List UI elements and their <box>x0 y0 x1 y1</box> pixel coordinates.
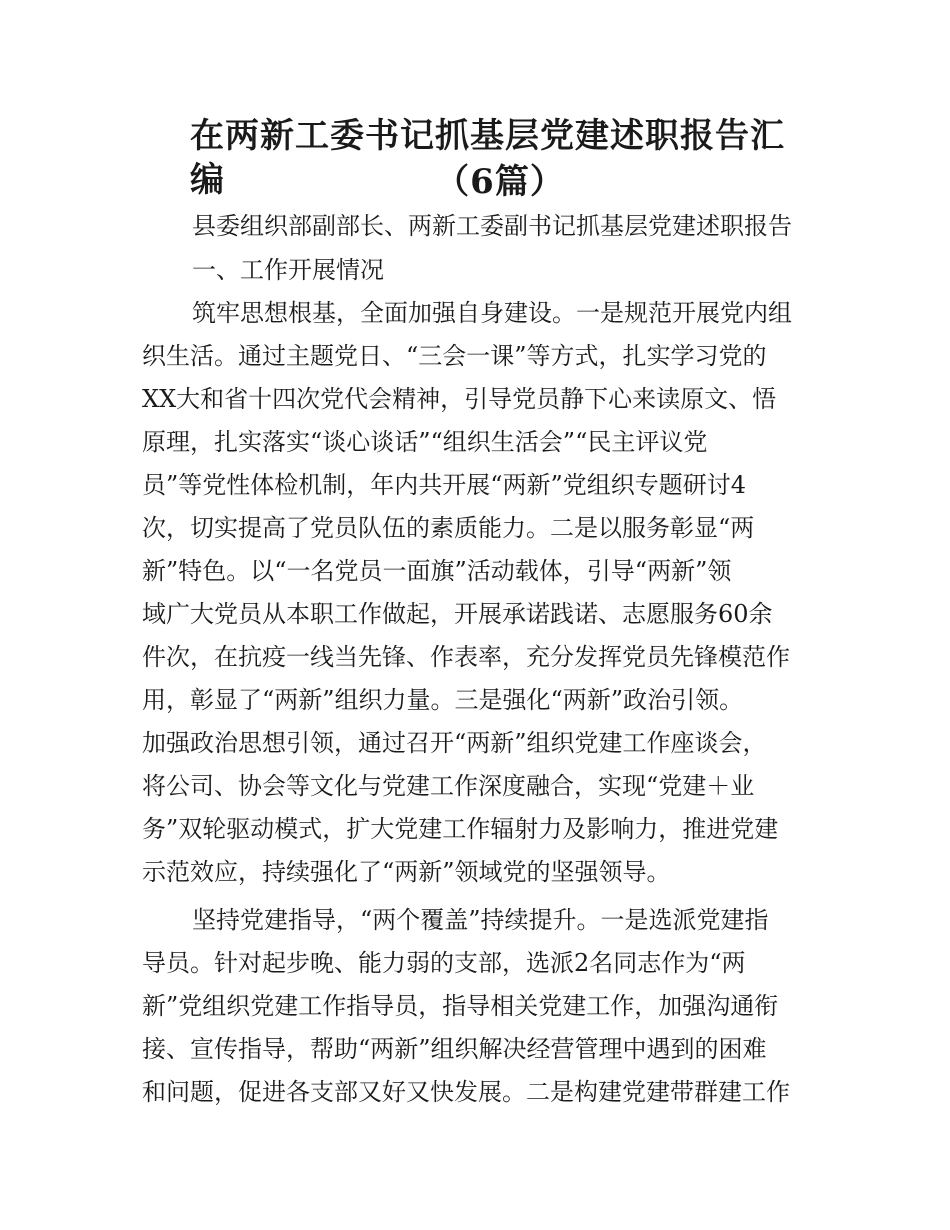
paragraph-line: 次，切实提高了党员队伍的素质能力。二是以服务彰显“两 <box>142 514 755 542</box>
paragraph-line: 导员。针对起步晚、能力弱的支部，选派2名同志作为“两 <box>142 949 746 977</box>
paragraph-line: 新”党组织党建工作指导员，指导相关党建工作，加强沟通衔 <box>142 992 779 1020</box>
section-heading-report: 县委组织部副部长、两新工委副书记抓基层党建述职报告 <box>192 212 792 240</box>
paragraph-line: 件次，在抗疫一线当先锋、作表率，充分发挥党员先锋模范作 <box>142 643 790 671</box>
paragraph-line: 加强政治思想引领，通过召开“两新”组织党建工作座谈会， <box>142 729 767 757</box>
paragraph-line: 和问题，促进各支部又好又快发展。二是构建党建带群建工作 <box>142 1078 790 1106</box>
paragraph-line: 新”特色。以“一名党员一面旗”活动载体，引导“两新”领 <box>142 557 732 585</box>
paragraph-line: 员”等党性体检机制，年内共开展“两新”党组织专题研讨4 <box>142 471 747 499</box>
section-heading: 一、工作开展情况 <box>192 256 384 284</box>
paragraph-line: 域广大党员从本职工作做起，开展承诺践诺、志愿服务60余 <box>142 600 773 628</box>
paragraph-line: 原理，扎实落实“谈心谈话”“组织生活会”“民主评议党 <box>142 428 708 456</box>
paragraph-line: 示范效应，持续强化了“两新”领域党的坚强领导。 <box>142 858 671 886</box>
paragraph-line: 筑牢思想根基，全面加强自身建设。一是规范开展党内组 <box>192 299 792 327</box>
paragraph-line: 织生活。通过主题党日、“三会一课”等方式，扎实学习党的 <box>142 342 767 370</box>
paragraph-line: 接、宣传指导，帮助“两新”组织解决经营管理中遇到的困难 <box>142 1035 767 1063</box>
document-title-subtitle: （6篇） <box>435 162 565 202</box>
paragraph-line: 将公司、协会等文化与党建工作深度融合，实现“党建＋业 <box>142 772 755 800</box>
paragraph-line: 用，彰显了“两新”组织力量。三是强化“两新”政治引领。 <box>142 686 744 714</box>
paragraph-line: 坚持党建指导，“两个覆盖”持续提升。一是选派党建指 <box>192 906 769 934</box>
paragraph-line: XX大和省十四次党代会精神，引导党员静下心来读原文、悟 <box>142 385 777 413</box>
document-title: 在两新工委书记抓基层党建述职报告汇编 <box>190 116 785 200</box>
paragraph-line: 务”双轮驱动模式，扩大党建工作辐射力及影响力，推进党建 <box>142 815 779 843</box>
